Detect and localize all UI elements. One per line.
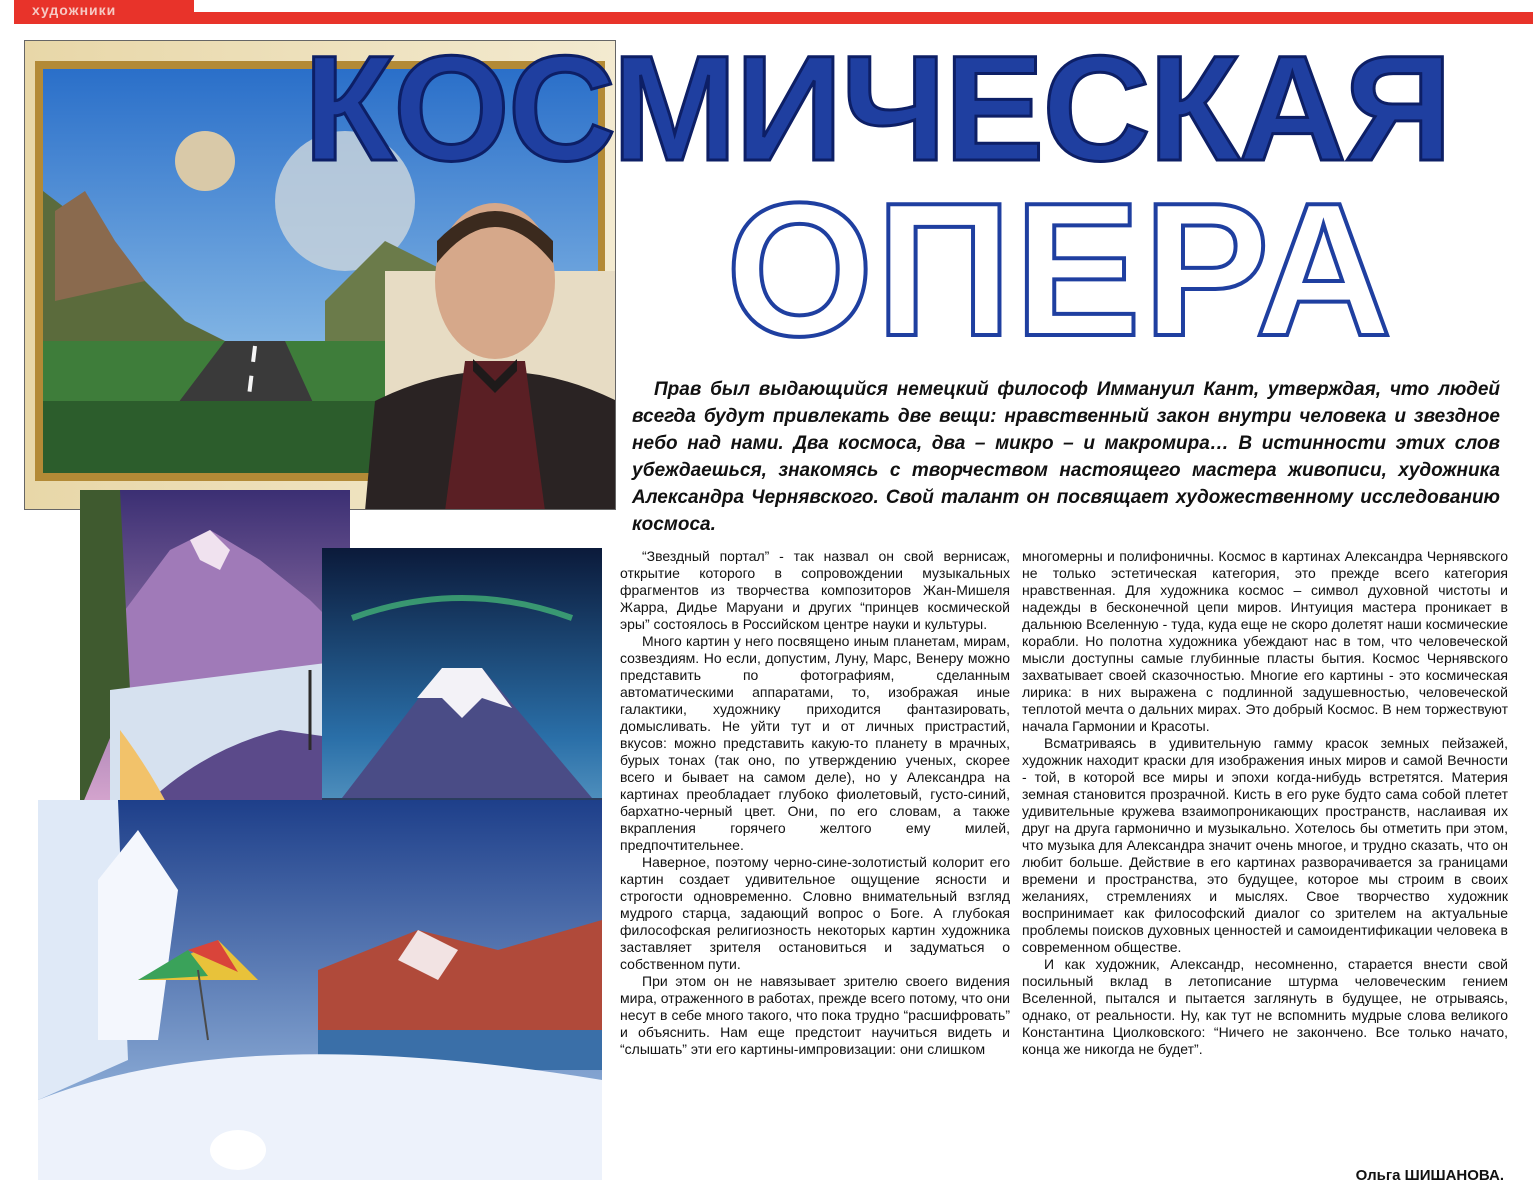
- headline-line-1: КОСМИЧЕСКАЯ: [303, 24, 1451, 192]
- lead-paragraph: Прав был выдающийся немецкий философ Иммануил Кант, утверждая, что людей всегда будут привлекать две вещи: нравственный закон внутри человека и звездное небо над нами. Два космоса, два – микро – и макромира… В истинности этих слов убеждаешься, знакомясь с творчеством настоящего мастера живописи, художника Александра Чернявского. Свой талант он посвящает художественному исследованию космоса.: [632, 379, 1500, 535]
- paragraph: многомерны и полифоничны. Космос в картинах Александра Чернявского не только эстетическая категория, это прежде всего категория нравственная. Для художника космос – символ духовной чистоты и надежды в бесконечной цепи миров. Интуиция мастера проникает в дальнюю Вселенную - туда, куда еще не скоро долетят наши космические корабли. Но полотна художника убеждают нас в том, что человеческой мысли доступны самые глубинные пласты бытия. Космос Чернявского захватывает своей сказочностью. Многие его картины - это космическая лирика: в них выражена с подлинной задушевностью, человеческой теплотой мечта о дальних мирах. Это добрый Космос. В нем торжествуют начала Гармонии и Красоты.: [1022, 548, 1508, 734]
- header-rule: [14, 12, 1533, 24]
- painting-winter-landscape: [38, 800, 602, 1180]
- article-column-2: [1022, 548, 1508, 1183]
- headline-line-2: ОПЕРА: [725, 164, 1395, 376]
- paragraph: И как художник, Александр, несомненно, старается внести свой посильный вклад в летописание штурма человеческим гением Вселенной, пытался и пытается заглянуть в будущее, не отрываясь, однако, от реальности. Ну, как тут не вспомнить мудрые слова великого Константина Циолковского: “Ничего не закончено. Все только начато, конца же никогда не будет”.: [1022, 956, 1508, 1057]
- paragraph: Всматриваясь в удивительную гамму красок земных пейзажей, художник находит краски для изображения иных миров и самой Вечности - той, в которой все миры и эпохи когда-нибудь встретятся. Материя земная становится прозрачной. Кисть в его руке будто сама собой плетет удивительные кружева взаимопроникающих пространств, наслаивая их друг на друга гармонично и музыкально. Хотелось бы отметить при этом, что музыка для Александра значит очень многое, и трудно сказать, что он любит больше. Действие в его картинах разворачивается за границами времени и пространства, это будущее, которое мы строим в своих желаниях, стремлениях и мыслях. Свое творчество художник воспринимает как философский диалог со зрителем на актуальные проблемы поисков духовных ценностей и самоидентификации человека в современном обществе.: [1022, 735, 1508, 955]
- article-column-1: [620, 548, 1010, 1183]
- author-byline: Ольга ШИШАНОВА.: [1355, 1167, 1504, 1184]
- paragraph: “Звездный портал” - так назвал он свой вернисаж, открытие которого в сопровождении музыкальных фрагментов из творчества композиторов Жан-Мишеля Жарра, Дидье Маруани и других “принцев космической эры” состоялось в Российском центре науки и культуры.: [620, 548, 1010, 632]
- painting-mountain-lake: [80, 490, 350, 810]
- paragraph: Много картин у него посвящено иным планетам, мирам, созвездиям. Но если, допустим, Луну, Марс, Венеру можно представить по фотографиям, сделанным автоматическими аппаратами, то, изображая иные галактики, художнику приходится фантазировать, домысливать. Не уйти тут и от личных пристрастий, вкусов: можно представить какую-то планету в мрачных, бурых тонах (так оно, по утверждению ученых, скорее всего и бывает на самом деле), но у Александра на картинах преобладает глубоко фиолетовый, густо-синий, бархатно-черный цвет. Они, по его словам, а также вкрапления горячего желтого ему милей, предпочтительнее.: [620, 633, 1010, 853]
- section-label: художники: [14, 0, 194, 24]
- paragraph: Наверное, поэтому черно-сине-золотистый колорит его картин создает удивительное ощущение ясности и строгости одновременно. Словно внимательный взгляд мудрого старца, задающий вопрос о Боге. А глубокая философская религиозность некоторых картин художника заставляет зрителя остановиться и задуматься о собственном пути.: [620, 854, 1010, 972]
- paragraph: При этом он не навязывает зрителю своего видения мира, отраженного в работах, прежде всего потому, что они несут в себе много такого, что пока трудно “расшифровать” и объяснить. Нам еще предстоит научиться видеть и “слышать” эти его картины-импровизации: они слишком: [620, 973, 1010, 1057]
